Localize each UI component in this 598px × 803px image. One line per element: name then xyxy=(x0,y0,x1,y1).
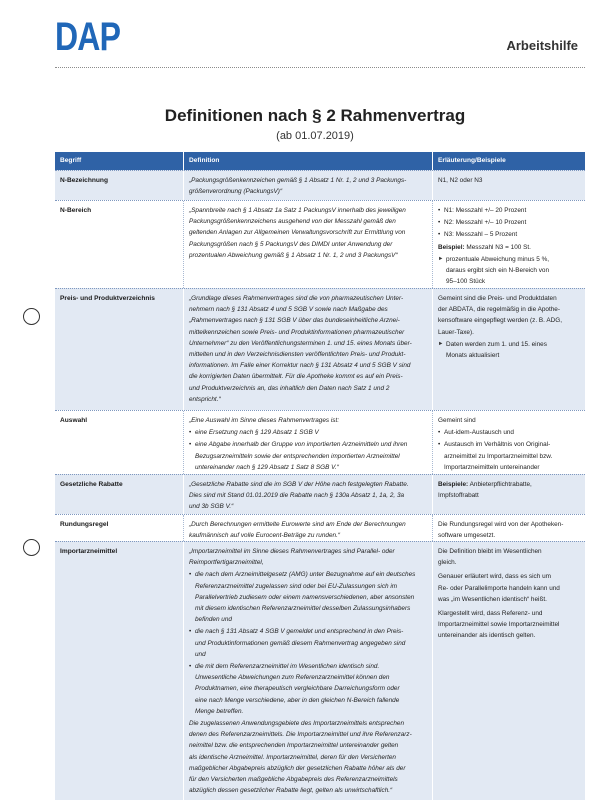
text-line: mittelkennzeichen sowie Preis- und Produktinformationen pharmazeutischer xyxy=(189,328,405,336)
text-line: „Importarzneimittel im Sinne dieses Rahmenvertrages sind Parallel- oder xyxy=(189,548,395,555)
explanation-cell xyxy=(432,515,585,541)
bullet-list-item xyxy=(189,661,429,717)
paragraph xyxy=(438,546,582,568)
text-line: die nach § 131 Absatz 4 SGB V gemeldet und entsprechend in den Preis- xyxy=(195,628,404,636)
text-line: Daten werden zum 1. und 15. eines xyxy=(446,340,547,348)
text-line: für den Versicherten maßgebliche Abgabepreis des Referenzarzneimittels xyxy=(189,776,398,784)
text-line: kensoftware eingepflegt werden (z. B. ADG, xyxy=(438,317,562,325)
text-line: abzüglich dessen gesetzlicher Rabatte liegt, gelten als unwirtschaftlich.“ xyxy=(189,787,393,795)
text-line: entspricht.“ xyxy=(189,395,221,403)
definition-cell xyxy=(183,411,432,474)
text-line: Importarzneimitteln untereinander xyxy=(444,463,540,471)
text-line: „Gesetzliche Rabatte sind die im SGB V der Höhe nach festgelegten Rabatte. xyxy=(189,481,409,488)
line-text: Messzahl N3 = 100 St. xyxy=(466,243,531,251)
paragraph xyxy=(438,242,582,253)
paragraph xyxy=(189,479,429,513)
text-line xyxy=(438,479,582,490)
term-label: Preis- und Produktverzeichnis xyxy=(60,295,155,302)
dap-logo: DAP xyxy=(55,15,121,59)
text-line: Monats aktualisiert xyxy=(446,352,500,360)
text-line: „Rahmenvertrages nach § 131 SGB V über das bundeseinheitliche Arznei- xyxy=(189,317,400,325)
term-label: Auswahl xyxy=(60,417,88,424)
paragraph xyxy=(438,479,582,501)
term-cell xyxy=(55,475,183,514)
text-line: Klargestellt wird, dass Referenz- und xyxy=(438,610,543,618)
bullet-icon: • xyxy=(189,628,192,636)
bullet-list-item xyxy=(438,217,582,228)
term-label: Importarzneimittel xyxy=(60,548,118,555)
bullet-list-item xyxy=(438,229,582,240)
table-row xyxy=(55,514,585,541)
term-cell xyxy=(55,542,183,800)
text-line: „Eine Auswahl im Sinne dieses Rahmenvertrages ist: xyxy=(189,417,340,424)
bullet-icon: • xyxy=(189,571,192,579)
text-line: Produktnamen, eine therapeutisch vergleichbare Darreichungsform oder xyxy=(195,685,400,693)
term-cell xyxy=(55,201,183,288)
definition-cell xyxy=(183,475,432,514)
text-line: Unternehmer“ zu den Veröffentlichungsterminen 1. und 15. eines Monats über- xyxy=(189,339,412,347)
page-subtitle: (ab 01.07.2019) xyxy=(276,130,354,142)
text-line: Austausch im Verhältnis von Original- xyxy=(444,441,551,449)
line-text: Anbieterpflichtrabatte, xyxy=(469,481,532,488)
definitions-table xyxy=(55,152,585,800)
hole-punch-mark xyxy=(23,539,40,556)
table-header-row xyxy=(55,152,585,170)
text-line: Die zugelassenen Anwendungsgebiete des Importarzneimittels entsprechen xyxy=(189,720,405,728)
bullet-list-item xyxy=(438,439,582,473)
text-line: Impfstoffrabatt xyxy=(438,492,479,500)
text-line: geltenden Anlagen zur Allgemeinen Verwaltungsvorschrift zur Ermittlung von xyxy=(189,229,406,237)
definition-cell xyxy=(183,171,432,200)
text-line: Dies sind mit Stand 01.01.2019 die Rabatte nach § 130a Absatz 1, 1a, 2, 3a xyxy=(189,492,405,500)
text-line: neimittel bzw. die entsprechenden Importarzneimittel untereinander gelten xyxy=(189,742,399,750)
document-type-label: Arbeitshilfe xyxy=(506,38,578,53)
definition-cell xyxy=(183,289,432,410)
explanation-cell xyxy=(432,475,585,514)
text-line: prozentuale Abweichung minus 5 %, xyxy=(446,255,550,263)
table-row xyxy=(55,474,585,514)
text-line: gleich. xyxy=(438,559,457,567)
text-line: was „im Wesentlichen identisch“ heißt. xyxy=(438,595,547,603)
term-label: Rundungsregel xyxy=(60,521,109,528)
text-line: eine Ersetzung nach § 129 Absatz 1 SGB V xyxy=(195,429,319,437)
bullet-icon: • xyxy=(189,441,192,449)
text-line: befinden und xyxy=(195,616,232,624)
text-line: Aut-idem-Austausch und xyxy=(444,429,514,437)
definition-cell xyxy=(183,201,432,288)
paragraph xyxy=(438,415,582,426)
definition-cell xyxy=(183,515,432,541)
bullet-icon: • xyxy=(189,663,192,671)
column-header-term: Begriff xyxy=(60,157,82,164)
page-title: Definitionen nach § 2 Rahmenvertrag xyxy=(164,106,466,125)
arrow-icon: ► xyxy=(438,255,444,262)
text-line: mit diesem identischen Referenzarzneimittel desselben Zulassungsinhabers xyxy=(195,605,411,613)
paragraph xyxy=(438,519,582,541)
text-line: Unwesentliche Abweichungen zum Referenzarzneimittel können den xyxy=(195,674,390,682)
text-line: Die Rundungsregel wird von der Apotheken- xyxy=(438,521,564,528)
text-line: informationen. Im Falle einer Korrektur nach § 131 Absatz 4 und 5 SGB V sind xyxy=(189,362,411,370)
bullet-list-item xyxy=(189,569,429,625)
arrow-icon: ► xyxy=(438,340,444,347)
text-line: Importarzneimittel sowie Importarzneimittel xyxy=(438,621,560,629)
term-label: Gesetzliche Rabatte xyxy=(60,481,123,488)
paragraph xyxy=(438,175,582,186)
text-line: Referenzarzneimittel zugelassen sind oder bei EU-Zulassungen sich im xyxy=(195,582,398,590)
table-row xyxy=(55,200,585,288)
text-line: als identische Arzneimittel. Importarzneimittel, deren für den Versicherten xyxy=(189,753,396,761)
text-line: „Spannbreite nach § 1 Absatz 1a Satz 1 PackungsV innerhalb des jeweiligen xyxy=(189,207,406,214)
text-line: eine Abgabe innerhalb der Gruppe von importierten Arzneimitteln und ihren xyxy=(195,441,408,449)
text-line: Genauer erläutert wird, dass es sich um xyxy=(438,573,551,581)
explanation-cell xyxy=(432,171,585,200)
text-line: „Durch Berechnungen ermittelte Eurowerte sind am Ende der Berechnungen xyxy=(189,521,406,528)
term-cell xyxy=(55,289,183,410)
text-line: 95–100 Stück xyxy=(446,278,486,286)
bullet-icon: • xyxy=(189,429,192,437)
paragraph xyxy=(438,571,582,605)
header-divider xyxy=(55,67,585,68)
table-body xyxy=(55,170,585,800)
table-row xyxy=(55,541,585,800)
text-line xyxy=(438,242,582,253)
text-line: untereinander als identisch gelten. xyxy=(438,632,536,640)
text-line: die korrigierten Daten übermittelt. Für die Apotheke kommt es auf ein Preis- xyxy=(189,373,403,381)
table-row xyxy=(55,170,585,200)
paragraph xyxy=(189,205,429,261)
text-line: Re- oder Parallelimporte handeln kann und xyxy=(438,584,560,592)
text-line: und Produktverzeichnis an, das inhaltlich den Daten nach Satz 1 und 2 xyxy=(189,384,390,392)
explanation-cell xyxy=(432,201,585,288)
text-line: Menge betreffen. xyxy=(195,707,244,715)
text-line: eine nach Menge verschiedene, aber in den gleichen N-Bereich fallende xyxy=(195,696,400,704)
paragraph xyxy=(189,175,429,197)
term-cell xyxy=(55,515,183,541)
text-line: denen des Referenzarzneimittels. Die Importarzneimittel und ihre Referenzarz- xyxy=(189,731,412,739)
definition-cell xyxy=(183,542,432,800)
explanation-cell xyxy=(432,411,585,474)
bullet-list-item xyxy=(189,427,429,438)
text-line: N1: Messzahl +/– 20 Prozent xyxy=(444,207,527,214)
text-line: software umgesetzt. xyxy=(438,532,496,540)
table-row xyxy=(55,410,585,474)
text-line: Lauer-Taxe). xyxy=(438,328,474,336)
text-line: mittelten und in den Verzeichnisdiensten veröffentlichten Preis- und Produkt- xyxy=(189,351,406,359)
arrow-list-item xyxy=(438,339,582,361)
paragraph xyxy=(438,608,582,642)
bullet-icon: • xyxy=(438,219,441,227)
bullet-list-item xyxy=(438,427,582,438)
text-line: kaufmännisch auf volle Eurocent-Beträge zu runden.“ xyxy=(189,532,340,540)
label-text: Beispiel: xyxy=(438,243,465,251)
column-header-explanation: Erläuterung/Beispiele xyxy=(432,152,585,170)
explanation-cell xyxy=(432,542,585,800)
text-line: „Packungsgrößenkennzeichen gemäß § 1 Absatz 1 Nr. 1, 2 und 3 Packungs- xyxy=(189,177,407,184)
paragraph xyxy=(438,293,582,338)
text-line: Gemeint sind die Preis- und Produktdaten xyxy=(438,295,557,302)
text-line: Packungsgrößen nach § 5 PackungsV des DIMDI unter Anwendung der xyxy=(189,240,393,248)
text-line: größenverordnung (PackungsV)“ xyxy=(189,188,283,196)
text-line: Packungsgrößenkennzeichens ausgehend von der Messzahl gemäß den xyxy=(189,218,396,226)
text-line: N1, N2 oder N3 xyxy=(438,177,483,184)
term-label: N-Bezeichnung xyxy=(60,177,108,184)
label-text: Beispiele: xyxy=(438,481,469,488)
paragraph xyxy=(189,718,429,796)
bullet-icon: • xyxy=(438,207,441,214)
text-line: Reimportfertigarzneimittel, xyxy=(189,559,264,567)
text-line: nehmern nach § 131 Absatz 4 und 5 SGB V sowie nach Maßgabe des xyxy=(189,306,388,314)
paragraph xyxy=(189,293,429,405)
term-cell xyxy=(55,411,183,474)
text-line: arzneimittel zu Importarzneimittel bzw. xyxy=(444,452,553,460)
bullet-icon: • xyxy=(438,231,441,239)
text-line: die mit dem Referenzarzneimittel im Wesentlichen identisch sind. xyxy=(195,663,380,671)
text-line: der ABDATA, die regelmäßig in die Apothe- xyxy=(438,306,560,314)
bullet-icon: • xyxy=(438,441,441,449)
text-line: daraus ergibt sich ein N-Bereich von xyxy=(446,267,550,275)
text-line: Parallelvertrieb zudiesem oder einem namensverschiedenen, aber ansonsten xyxy=(195,593,415,601)
text-line: untereinander nach § 129 Absatz 1 Satz 8 SGB V.“ xyxy=(195,463,339,471)
text-line: „Grundlage dieses Rahmenvertrages sind die von pharmazeutischen Unter- xyxy=(189,295,404,302)
text-line: und Produktinformationen gemäß diesem Rahmenvertrag angegeben sind xyxy=(195,639,406,647)
bullet-list-item xyxy=(189,439,429,473)
text-line: Bezugsarzneimitteln sowie der entsprechenden importierten Arzneimittel xyxy=(195,452,400,460)
arrow-list-item xyxy=(438,254,582,288)
text-line: N2: Messzahl +/– 10 Prozent xyxy=(444,219,527,227)
text-line: und 3b SGB V.“ xyxy=(189,503,234,511)
bullet-list-item xyxy=(189,626,429,660)
hole-punch-mark xyxy=(23,308,40,325)
explanation-cell xyxy=(432,289,585,410)
term-cell xyxy=(55,171,183,200)
bullet-list-item xyxy=(438,205,582,216)
text-line: prozentualen Abweichung gemäß § 1 Absatz 1 Nr. 1, 2 und 3 PackungsV“ xyxy=(189,251,398,259)
term-label: N-Bereich xyxy=(60,207,92,214)
text-line: Gemeint sind xyxy=(438,417,476,424)
table-row xyxy=(55,288,585,410)
text-line: Die Definition bleibt im Wesentlichen xyxy=(438,548,542,555)
text-line: maßgeblicher Abgabepreis abzüglich der gesetzlichen Rabatte höher als der xyxy=(189,764,406,772)
paragraph xyxy=(189,546,429,568)
text-line: N3: Messzahl – 5 Prozent xyxy=(444,231,518,239)
column-header-definition: Definition xyxy=(183,152,432,170)
paragraph xyxy=(189,415,429,426)
text-line: die nach dem Arzneimittelgesetz (AMG) unter Bezugnahme auf ein deutsches xyxy=(195,571,416,579)
paragraph xyxy=(189,519,429,541)
text-line: und xyxy=(195,650,206,658)
bullet-icon: • xyxy=(438,429,441,437)
